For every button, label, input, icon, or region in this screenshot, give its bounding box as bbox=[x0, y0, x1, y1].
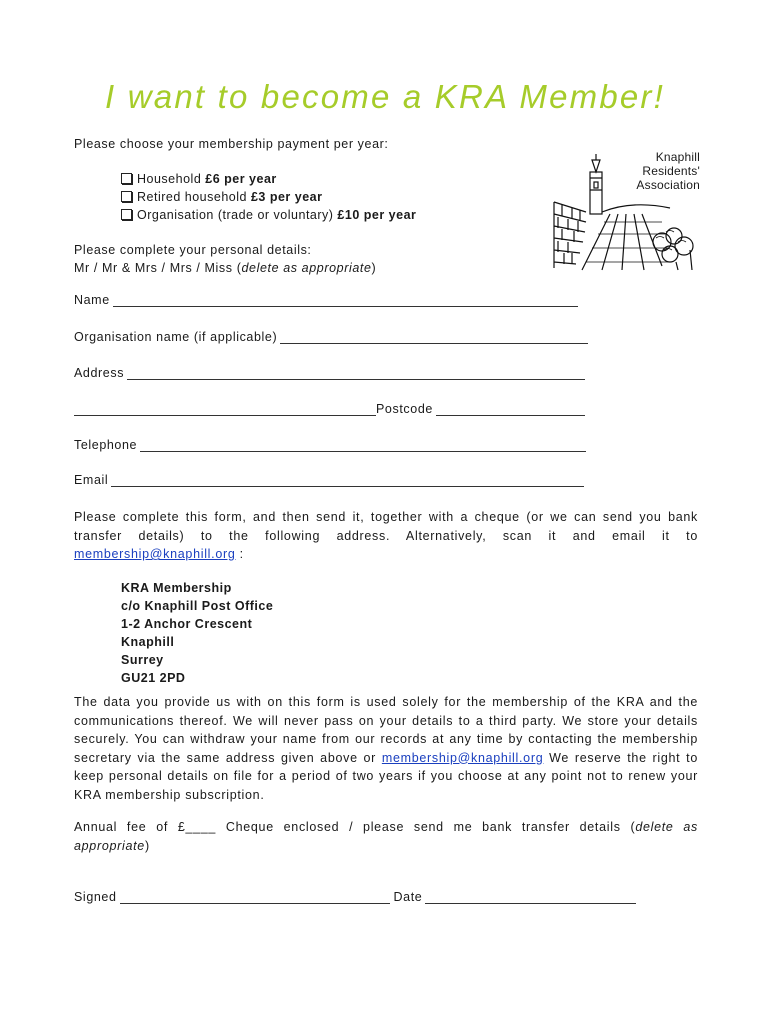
option-retired-price: £3 per year bbox=[250, 190, 323, 204]
address-line-town: Knaphill bbox=[121, 635, 175, 649]
salutation-suffix: ) bbox=[371, 261, 377, 275]
fee-italic: delete as appropriate bbox=[74, 820, 698, 853]
salutation-prefix: Mr / Mr & Mrs / Mrs / Miss ( bbox=[74, 261, 242, 275]
signed-line[interactable] bbox=[120, 892, 390, 904]
option-organisation[interactable] bbox=[121, 206, 416, 224]
send-email-link[interactable]: membership@knaphill.org bbox=[74, 547, 236, 561]
organisation-line[interactable] bbox=[280, 332, 588, 344]
salutation-italic: delete as appropriate bbox=[241, 261, 372, 275]
logo-line-3: Association bbox=[636, 178, 700, 192]
checkbox-retired-household[interactable] bbox=[121, 191, 132, 202]
privacy-email-link[interactable]: membership@knaphill.org bbox=[381, 750, 544, 765]
checkbox-organisation[interactable] bbox=[121, 209, 132, 220]
telephone-line[interactable] bbox=[140, 440, 586, 452]
address-line-county: Surrey bbox=[121, 653, 164, 667]
name-field[interactable] bbox=[74, 293, 578, 307]
signed-label: Signed bbox=[74, 890, 117, 904]
address-line-postcode: GU21 2PD bbox=[121, 671, 186, 685]
send-text: Please complete this form, and then send it, together with a cheque (or we can send you bank transfer details) to the following address. Alternatively, scan it and email it to bbox=[74, 510, 698, 543]
postcode-label: Postcode bbox=[376, 402, 433, 416]
email-line[interactable] bbox=[111, 475, 584, 487]
organisation-field[interactable] bbox=[74, 330, 588, 344]
details-heading: Please complete your personal details: bbox=[74, 243, 312, 257]
date-label: Date bbox=[393, 890, 423, 904]
option-organisation-price: £10 per year bbox=[337, 208, 417, 222]
organisation-label: Organisation name (if applicable) bbox=[74, 330, 278, 344]
address-label: Address bbox=[74, 366, 125, 380]
option-household[interactable] bbox=[121, 170, 277, 188]
telephone-label: Telephone bbox=[74, 438, 138, 452]
address-line-care-of: c/o Knaphill Post Office bbox=[121, 599, 274, 613]
address-postcode-row[interactable] bbox=[74, 402, 585, 416]
membership-intro: Please choose your membership payment per year: bbox=[74, 137, 389, 151]
option-retired-label: Retired household bbox=[137, 190, 251, 204]
kra-logo bbox=[552, 150, 700, 272]
fee-text: Annual fee of £____ Cheque enclosed / please send me bank transfer details ( bbox=[74, 820, 636, 834]
option-retired-household[interactable] bbox=[121, 188, 322, 206]
address-field[interactable] bbox=[74, 366, 585, 380]
telephone-field[interactable] bbox=[74, 438, 586, 452]
privacy-statement bbox=[74, 693, 698, 804]
fee-after: ) bbox=[144, 838, 150, 853]
option-organisation-label: Organisation (trade or voluntary) bbox=[137, 208, 338, 222]
address-line-org: KRA Membership bbox=[121, 581, 232, 595]
page-title: I want to become a KRA Member! bbox=[105, 78, 665, 115]
postal-address bbox=[121, 579, 273, 687]
email-field[interactable] bbox=[74, 473, 584, 487]
salutation-line bbox=[74, 259, 376, 277]
address-line-street: 1-2 Anchor Crescent bbox=[121, 617, 253, 631]
address-line-2[interactable] bbox=[74, 404, 376, 416]
annual-fee-line bbox=[74, 818, 698, 855]
privacy-after: We reserve the right to keep personal details on file for a period of two years if you choose at any point not to renew your KRA membership subscription. bbox=[74, 750, 698, 802]
option-household-label: Household bbox=[137, 172, 206, 186]
village-illustration-icon bbox=[552, 150, 700, 272]
send-after: : bbox=[235, 547, 244, 561]
option-household-price: £6 per year bbox=[205, 172, 277, 186]
postcode-line[interactable] bbox=[436, 404, 585, 416]
logo-line-1: Knaphill bbox=[655, 150, 700, 164]
name-label: Name bbox=[74, 293, 110, 307]
checkbox-household[interactable] bbox=[121, 173, 132, 184]
email-label: Email bbox=[74, 473, 109, 487]
name-line[interactable] bbox=[113, 295, 578, 307]
address-line[interactable] bbox=[127, 368, 585, 380]
date-line[interactable] bbox=[425, 892, 636, 904]
logo-line-2: Residents' bbox=[642, 164, 700, 178]
send-instructions bbox=[74, 508, 698, 564]
signature-row[interactable] bbox=[74, 890, 636, 904]
privacy-text: The data you provide us with on this form is used solely for the membership of the KRA and the communications thereof. We will never pass on your details to a third party. We store your details securely. You can withdraw your name from our records at any time by contacting the membership secretary via the same address given above or bbox=[74, 695, 698, 765]
